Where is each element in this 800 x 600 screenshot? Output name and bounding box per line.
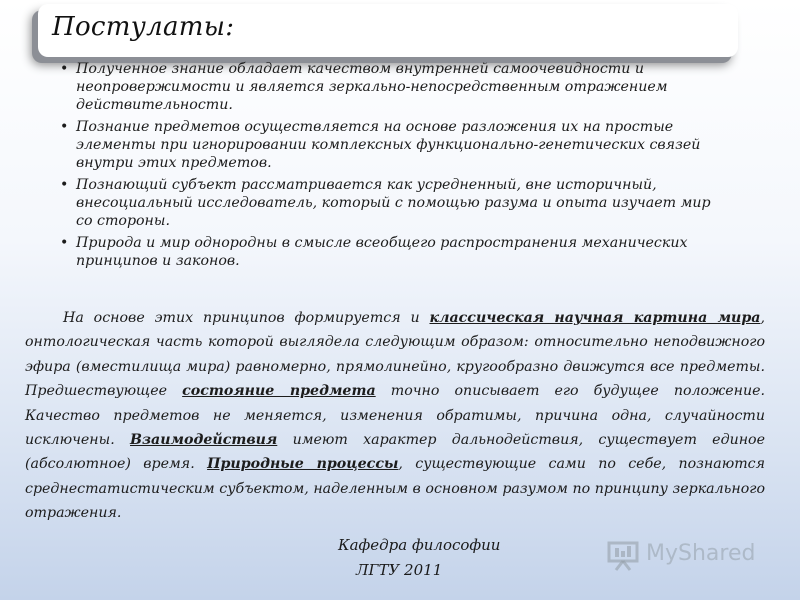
highlight-interactions: Взаимодействия	[130, 432, 278, 449]
list-item: • Познание предметов осуществляется на основе разложения их на простые элементы при игнорировании комплексных функционально-генетических связей внутри этих предметов.	[60, 119, 701, 171]
footer-university-year: ЛГТУ 2011	[356, 561, 443, 579]
list-item: • Познающий субъект рассматривается как усредненный, вне историчный, внесоциальный исследователь, который с помощью разума и опыта изучает мир со стороны.	[60, 177, 711, 229]
footer-department: Кафедра философии	[338, 536, 501, 554]
list-item: • Полученное знание обладает качеством внутренней самоочевидности и неопровержимости и является зеркально-непосредственным отражением действительности.	[60, 61, 668, 113]
bullet-icon: •	[60, 119, 69, 135]
presentation-board-icon	[606, 538, 640, 572]
list-item: • Природа и мир однородны в смысле всеобщего распространения механических принципов и законов.	[60, 235, 688, 269]
bullet-icon: •	[60, 235, 69, 251]
watermark	[606, 538, 766, 572]
title-box	[38, 4, 738, 57]
bullet-icon: •	[60, 177, 69, 193]
watermark-text: MyShared	[646, 541, 756, 566]
postulates-list	[60, 60, 728, 274]
highlight-classical-picture: классическая научная картина мира	[429, 310, 761, 326]
bullet-icon: •	[60, 61, 69, 77]
highlight-natural-processes: Природные процессы	[207, 456, 399, 473]
slide-title: Постулаты:	[52, 12, 235, 42]
body-paragraph: На основе этих принципов формируется и классическая научная картина мира, онтологическая часть которой выглядела следующим образом: относительно неподвижного эфира (вместилища мира) равномерно, прямолинейно, кругообразно движутся все предметы. Предшествующее состояние предмета точно описывает его будущее положение. Качество предметов не меняется, изменения обратимы, причина одна, случайности исключены. Взаимодействия имеют характер дальнодействия, существует единое (абсолютное) время. Природные процессы, существующие сами по себе, познаются среднестатистическим субъектом, наделенным в основном разумом по принципу зеркального отражения.	[25, 310, 766, 522]
highlight-object-state: состояние предмета	[182, 383, 376, 400]
